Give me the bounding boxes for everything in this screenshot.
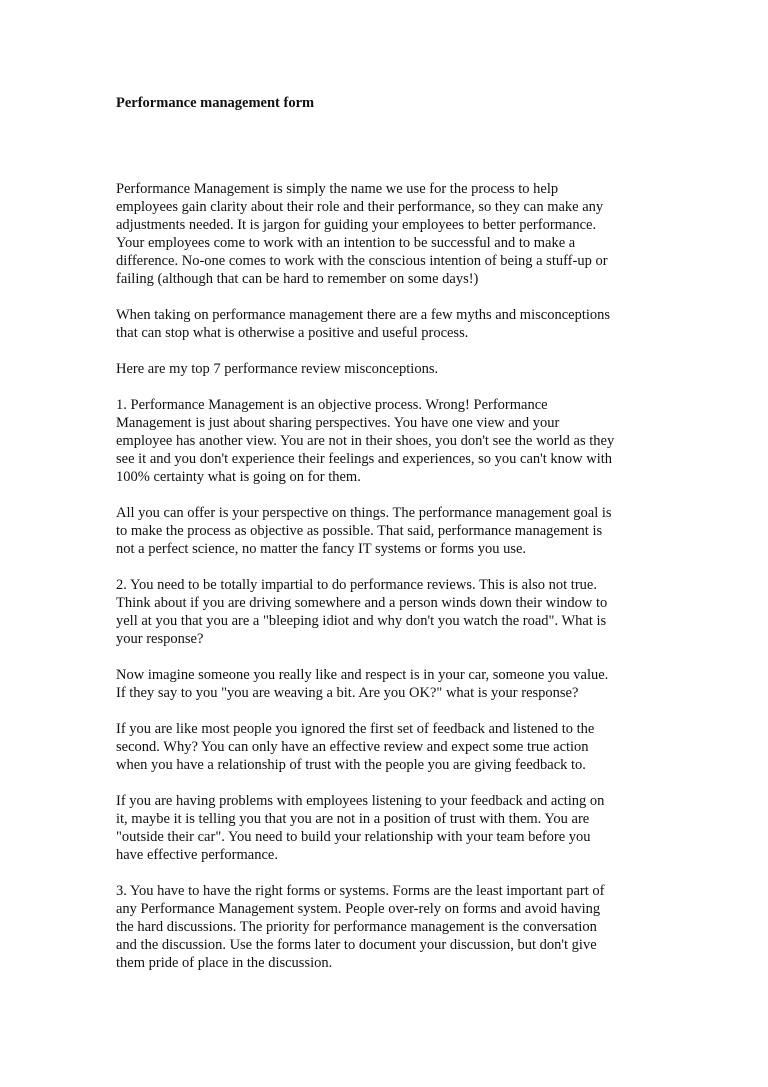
text-line: employee has another view. You are not in their shoes, you don't see the world as they (116, 433, 615, 449)
text-line: them pride of place in the discussion. (116, 955, 333, 971)
text-line: to make the process as objective as possible. That said, performance management is (116, 523, 603, 539)
text-line: Think about if you are driving somewhere and a person winds down their window to (116, 595, 608, 611)
text-line: All you can offer is your perspective on things. The performance management goal is (116, 505, 612, 521)
text-line: employees gain clarity about their role and their performance, so they can make any (116, 199, 604, 215)
text-line: the hard discussions. The priority for performance management is the conversation (116, 919, 597, 935)
text-line: second. Why? You can only have an effective review and expect some true action (116, 739, 589, 755)
text-line: failing (although that can be hard to remember on some days!) (116, 271, 479, 287)
text-line: and the discussion. Use the forms later to document your discussion, but don't give (116, 937, 597, 953)
text-line: Management is just about sharing perspectives. You have one view and your (116, 415, 560, 431)
text-line: 1. Performance Management is an objective process. Wrong! Performance (116, 397, 548, 413)
text-line: "outside their car". You need to build your relationship with your team before you (116, 829, 591, 845)
text-line: see it and you don't experience their feelings and experiences, so you can't know with (116, 451, 613, 467)
paragraph (116, 360, 656, 378)
paragraph (116, 306, 656, 342)
text-line: 2. You need to be totally impartial to do performance reviews. This is also not true. (116, 577, 597, 593)
text-line: your response? (116, 631, 204, 647)
paragraph (116, 576, 656, 648)
text-line: 100% certainty what is going on for them. (116, 469, 361, 485)
text-line: Performance Management is simply the name we use for the process to help (116, 181, 559, 197)
text-line: Now imagine someone you really like and respect is in your car, someone you value. (116, 667, 609, 683)
paragraph (116, 882, 656, 972)
paragraph (116, 720, 656, 774)
text-line: Your employees come to work with an intention to be successful and to make a (116, 235, 576, 251)
paragraph (116, 396, 656, 486)
text-line: When taking on performance management there are a few myths and misconceptions (116, 307, 611, 323)
text-line: not a perfect science, no matter the fancy IT systems or forms you use. (116, 541, 527, 557)
text-line: yell at you that you are a "bleeping idiot and why don't you watch the road". What is (116, 613, 607, 629)
text-line: If you are having problems with employees listening to your feedback and acting on (116, 793, 605, 809)
paragraph (116, 792, 656, 864)
text-line: any Performance Management system. People over-rely on forms and avoid having (116, 901, 601, 917)
document-title: Performance management form (116, 95, 315, 111)
text-line: Here are my top 7 performance review misconceptions. (116, 361, 439, 377)
text-line: when you have a relationship of trust with the people you are giving feedback to. (116, 757, 586, 773)
document-body (116, 180, 656, 990)
text-line: If you are like most people you ignored the first set of feedback and listened to the (116, 721, 595, 737)
text-line: adjustments needed. It is jargon for guiding your employees to better performance. (116, 217, 597, 233)
text-line: difference. No-one comes to work with the conscious intention of being a stuff-up or (116, 253, 608, 269)
text-line: have effective performance. (116, 847, 278, 863)
paragraph (116, 666, 656, 702)
text-line: If they say to you "you are weaving a bit. Are you OK?" what is your response? (116, 685, 579, 701)
text-line: 3. You have to have the right forms or systems. Forms are the least important part of (116, 883, 605, 899)
text-line: that can stop what is otherwise a positive and useful process. (116, 325, 469, 341)
paragraph (116, 504, 656, 558)
text-line: it, maybe it is telling you that you are not in a position of trust with them. You are (116, 811, 590, 827)
paragraph (116, 180, 656, 288)
